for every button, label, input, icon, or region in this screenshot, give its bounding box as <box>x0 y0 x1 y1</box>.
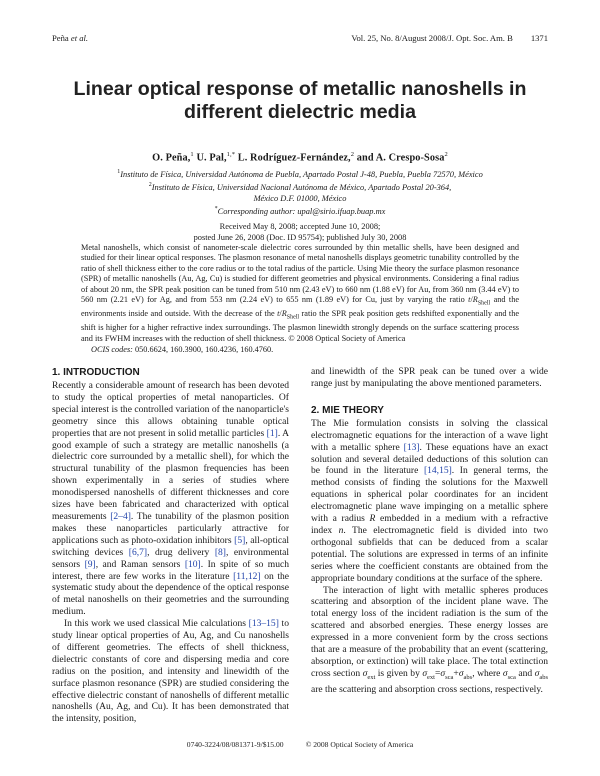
paper-title: Linear optical response of metallic nanoshells in different dielectric media <box>73 78 527 123</box>
citation-link[interactable]: [6,7] <box>128 546 148 558</box>
citation-link[interactable]: [9] <box>84 558 96 570</box>
citation-link[interactable]: [13] <box>403 441 420 453</box>
issn-code: 0740-3224/08/081371-9/$15.00 <box>186 740 284 749</box>
affiliation-2: $^2$Instituto de Física, Universidad Nacional Autónoma de México, Apartado Postal 20-364, <box>148 182 452 192</box>
paragraph: and linewidth of the SPR peak can be tuned over a wide range just by manipulating the above mentioned parameters. <box>311 366 548 389</box>
affiliations <box>60 167 540 217</box>
page-footer <box>0 740 600 749</box>
citation-link[interactable]: [11,12] <box>233 570 261 582</box>
citation-link[interactable]: [13–15] <box>248 618 279 630</box>
received-dates: Received May 8, 2008; accepted June 10, 2008; posted June 26, 2008 (Doc. ID 95754); published July 30, 2008 <box>193 222 407 243</box>
page-number: 1371 <box>530 33 548 43</box>
author: U. Pal, <box>193 152 227 164</box>
running-head-journal: Vol. 25, No. 8/August 2008/J. Opt. Soc. Am. B <box>351 33 513 43</box>
running-head-authors: Peña et al. <box>52 33 89 43</box>
citation-link[interactable]: [14,15] <box>423 465 452 477</box>
ocis-codes: OCIS codes: 050.6624, 160.3900, 160.4236, 160.4760. <box>91 345 274 354</box>
affiliation-1: $^1$Instituto de Física, Universidad Autónoma de Puebla, Apartado Postal J-48, Puebla, Puebla 72570, México <box>117 169 483 179</box>
paragraph: The interaction of light with metallic spheres produces scattering and absorption of the incident plane wave. The total energy loss of the incident radiation is the sum of the scattered and absorbed energies. These energy losses are expressed in a more convenient form by the cross sections that are a measure of the probability that an event (scattering, absorption, or extinction) will take place. The total extinction cross section $\sigma_{ext}$ is given by $\sigma_{ext}=\sigma_{sca}+\sigma_{abs}$, where $\sigma_{sca}$ and $\sigma_{abs}$ are the scattering and absorption cross sections, respectively. <box>311 584 549 695</box>
author-list: O. Peña,$^1$ U. Pal,$^{1,*}$ L. Rodríguez-Fernández,$^2$ and A. Crespo-Sosa$^2$ <box>152 151 448 164</box>
left-column <box>52 366 289 725</box>
author: and A. Crespo-Sosa <box>354 152 445 164</box>
author: L. Rodríguez-Fernández, <box>235 152 351 164</box>
citation-link[interactable]: [1] <box>266 427 278 439</box>
section-heading-introduction: 1. INTRODUCTION <box>52 367 140 378</box>
affiliation-2-cont: México D.F. 01000, México <box>253 194 347 203</box>
corresponding-author: *Corresponding author: upal@sirio.ifuap.buap.mx <box>214 206 386 216</box>
running-head <box>52 33 548 43</box>
citation-link[interactable]: [2–4] <box>110 510 131 522</box>
right-column <box>311 366 548 696</box>
paragraph: The Mie formulation consists in solving the classical electromagnetic equations for the interaction of a wave light with a metallic sphere [13]. These equations have an exact solution and several detailed deductions of this solution can be found in the literature [14,15]. In general terms, the method consists of finding the solutions for the Maxwell equations in spherical polar coordinates for an incident electromagnetic plane wave impinging on a metallic sphere with a radius R embedded in a medium with a refractive index n. The electromagnetic field is divided into two orthogonal subfields that can be deduced from a scalar potential. The solutions are expressed in terms of an infinite series where the coefficient constants are obtained from the appropriate boundary conditions at the surface of the sphere. <box>311 417 549 584</box>
citation-link[interactable]: [8] <box>214 546 226 558</box>
section-heading-mie-theory: 2. MIE THEORY <box>311 404 384 416</box>
citation-link[interactable]: [10] <box>184 558 201 570</box>
author: O. Peña, <box>152 152 191 164</box>
copyright: © 2008 Optical Society of America <box>305 740 414 749</box>
paragraph: Recently a considerable amount of research has been devoted to study the optical properties of metal nanoparticles. Of special interest is the controlled variation of the nanoparticle's geometry since this allows obtaining tunable optical properties that are not present in solid metallic particles [1]. A good example of such a strategy are metallic nanoshells (a dielectric core surrounded by a metallic shell), for which the structural tunability of the plasmon frequencies has been shown experimentally in a series of studies where monodispersed nanoshells of different thicknesses and core sizes have been fabricated and characterized with optical measurements [2–4]. The tunability of the plasmon position makes these nanoparticles particularly attractive for applications such as photo-oxidation inhibitors [5], all-optical switching devices [6,7], drug delivery [8], environmental sensors [9], and Raman sensors [10]. In spite of so much interest, there are few works in the literature [11,12] on the systematic study about the dependence of the optical response of metal nanoshells on their geometries and the surrounding medium. <box>52 380 290 618</box>
citation-link[interactable]: [5] <box>234 534 246 546</box>
abstract: Metal nanoshells, which consist of nanometer-scale dielectric cores surrounded by thin metallic shells, have been designed and studied for their linear optical responses. The plasmon resonance of metal nanoshells displays geometric tunability controlled by the ratio of shell thickness either to the core radius or to the total radius of the particle. Using Mie theory the surface plasmon resonance (SPR) of metallic nanoshells (Au, Ag, Cu) is studied for different geometries and physical environments. Considering a final radius of about 20 nm, the SPR peak position can be tuned from 510 nm (2.43 eV) to 660 nm (1.88 eV) for Au, from 360 nm (3.44 eV) to 560 nm (2.21 eV) for Ag, and from 553 nm (2.24 eV) to 655 nm (1.89 eV) for Cu, just by varying the ratio $t/R_{Shell}$ and the environments inside and outside. With the decrease of the $t/R_{Shell}$ ratio the SPR peak position gets redshifted exponentially and the shift is higher for a higher refractive index surroundings. The plasmon linewidth strongly depends on the surface scattering process and its FWHM increases with the reduction of shell thickness. © 2008 Optical Society of America <box>81 243 519 343</box>
paragraph: In this work we used classical Mie calculations [13–15] to study linear optical properties of Au, Ag, and Cu nanoshells of different geometries. The effects of shell thickness, dielectric constants of core and dispersing media and core radius on the position, and intensity and linewidth of the surface plasmon resonance (SPR) are studied considering the effective dielectric constant of nanoshells of different metallic nanoshells (Au, Ag, and Cu). It has been demonstrated that the intensity, position, <box>52 618 289 725</box>
